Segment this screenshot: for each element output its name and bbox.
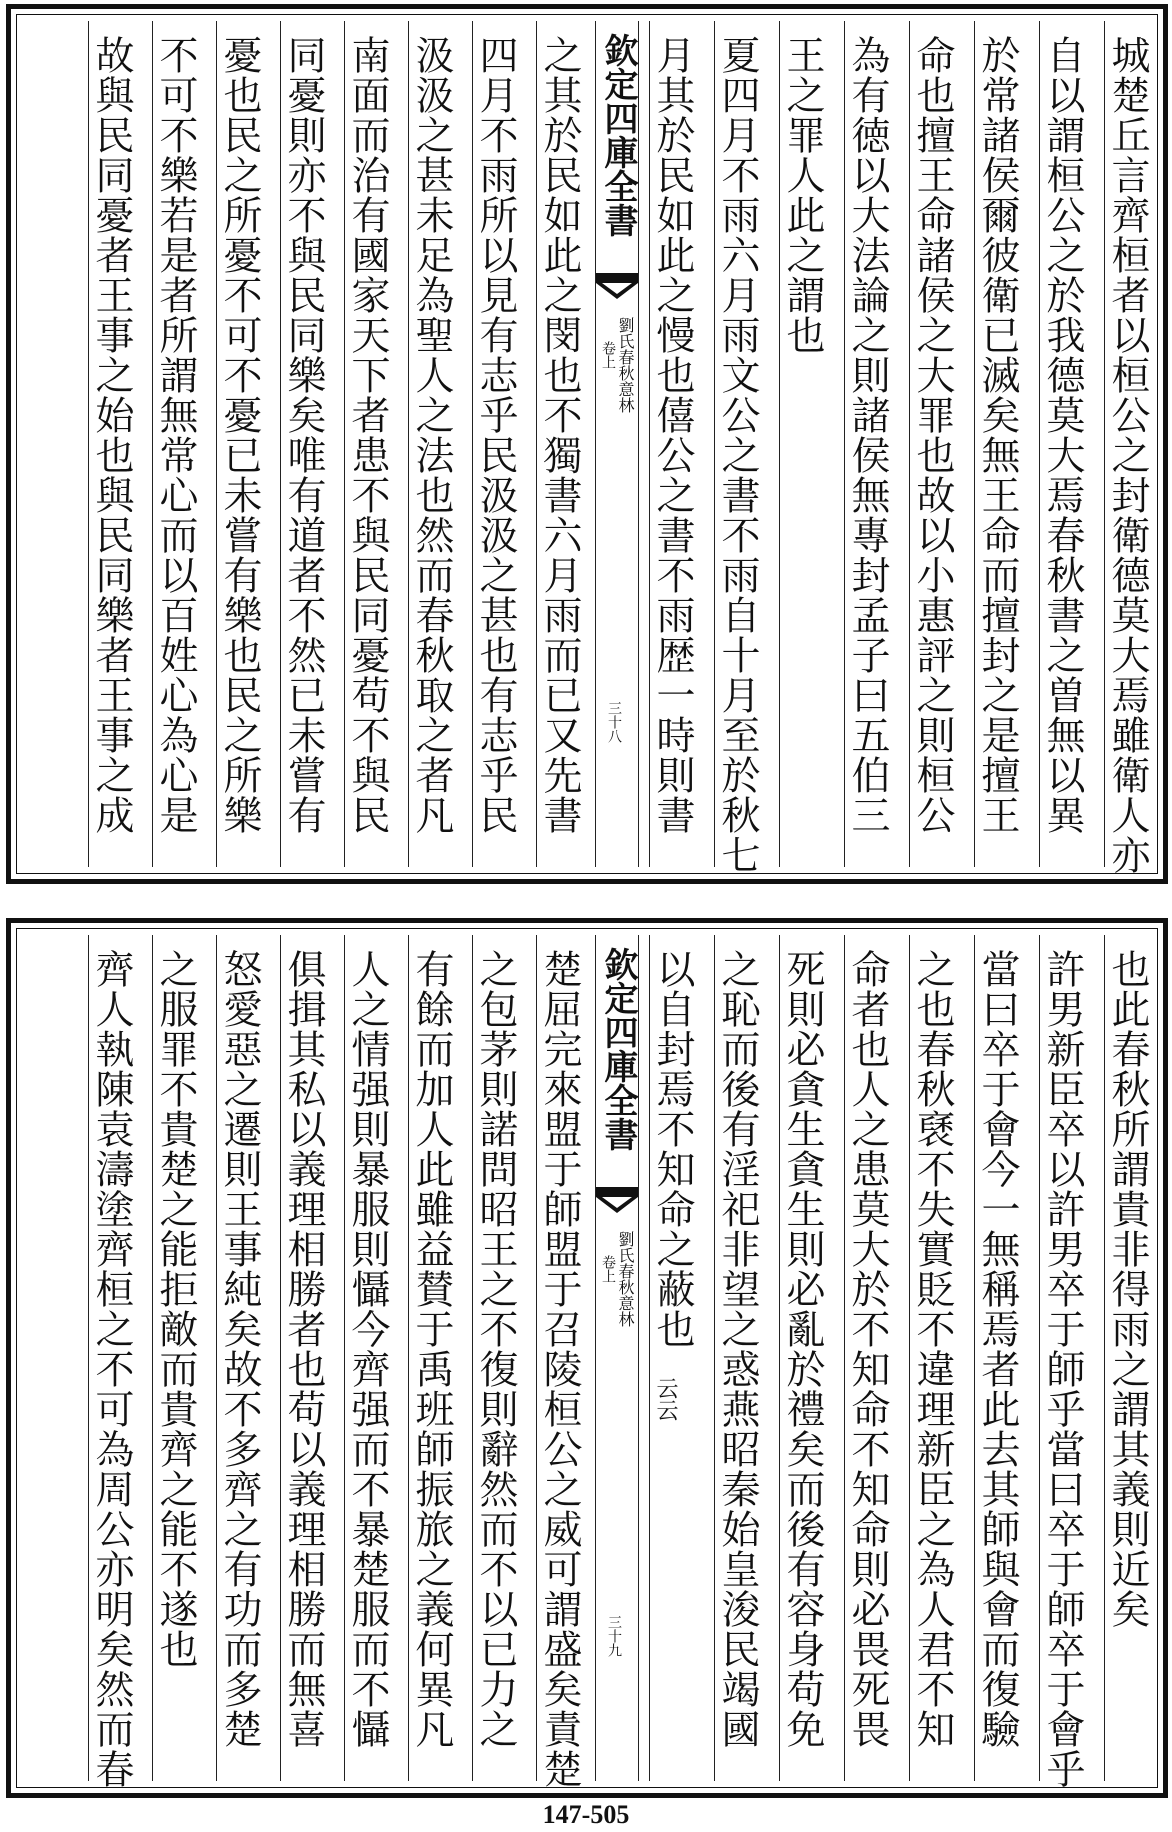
text-column — [152, 21, 199, 867]
text-column — [344, 935, 391, 1781]
column-text: 城楚丘言齊桓者以桓公之封衛德莫大焉雖衛人亦 — [1105, 35, 1150, 875]
text-column — [1104, 21, 1151, 875]
column-text: 同憂則亦不與民同樂矣唯有道者不然已未嘗有 — [281, 35, 326, 835]
text-column — [280, 21, 327, 867]
text-column — [714, 21, 761, 875]
fishtail-mark-icon — [596, 1187, 638, 1215]
column-text: 楚屈完來盟于師盟于召陵桓公之威可謂盛矣責楚 — [537, 949, 582, 1789]
text-column — [216, 21, 263, 867]
text-column — [649, 935, 696, 1781]
column-text: 也此春秋所謂貴非得雨之謂其義則近矣 — [1105, 949, 1150, 1629]
top-page-body — [23, 21, 1151, 875]
fold-title: 欽定四庫全書 — [598, 947, 638, 1151]
small-note: 云云 — [653, 1377, 678, 1421]
fold-volume: 卷上 — [600, 1255, 616, 1283]
column-text: 命也擅王命諸侯之大罪也故以小惠評之則桓公 — [910, 35, 955, 835]
column-text: 之其於民如此之閔也不獨書六月雨而已又先書 — [537, 35, 582, 835]
column-text: 憂也民之所憂不可不憂已未嘗有樂也民之所樂 — [217, 35, 262, 835]
text-column — [344, 21, 391, 867]
column-text: 不可不樂若是者所謂無常心而以百姓心為心是 — [153, 35, 198, 835]
text-column — [152, 935, 199, 1781]
text-column — [974, 21, 1021, 867]
fold-book-title: 劉氏春秋意林 — [616, 1231, 635, 1327]
column-text: 夏四月不雨六月雨文公之書不雨自十月至於秋七 — [715, 35, 760, 875]
column-text: 之服罪不貴楚之能拒敵而貴齊之能不遂也 — [153, 949, 198, 1669]
column-text: 怒愛惡之遷則王事純矣故不多齊之有功而多楚 — [217, 949, 262, 1749]
column-text: 俱揖其私以義理相勝者也苟以義理相勝而無喜 — [281, 949, 326, 1749]
text-column — [216, 935, 263, 1781]
center-fold — [595, 21, 639, 867]
text-column — [779, 21, 826, 867]
column-text: 當曰卒于會今一無稱焉者此去其師與會而復驗 — [975, 949, 1020, 1749]
text-column — [408, 21, 455, 867]
column-text: 命者也人之患莫大於不知命不知命則必畏死畏 — [845, 949, 890, 1749]
column-text: 王之罪人此之謂也 — [780, 35, 825, 355]
column-text: 之恥而後有淫祀非望之惑燕昭秦始皇浚民竭國 — [715, 949, 760, 1749]
fold-title: 欽定四庫全書 — [598, 33, 638, 237]
text-column — [280, 935, 327, 1781]
text-column — [408, 935, 455, 1781]
bottom-page-body — [23, 935, 1151, 1789]
text-column — [1039, 935, 1086, 1789]
fold-page-number: 三十九 — [606, 1615, 622, 1657]
text-column — [714, 935, 761, 1781]
text-column — [1039, 21, 1086, 867]
column-text: 之也春秋褎不失實貶不違理新臣之為人君不知 — [910, 949, 955, 1749]
column-text: 許男新臣卒以許男卒于師乎當曰卒于師卒于會乎 — [1040, 949, 1085, 1789]
top-page — [6, 4, 1168, 884]
text-column — [649, 21, 696, 867]
column-text: 人之情强則暴服則懾今齊强而不暴楚服而不懾 — [345, 949, 390, 1749]
bottom-page — [6, 918, 1168, 1798]
column-text: 齊人執陳袁濤塗齊桓之不可為周公亦明矣然而春 — [89, 949, 134, 1789]
column-text: 有餘而加人此雖益賛于禹班師振旅之義何異凡 — [409, 949, 454, 1749]
center-fold — [595, 935, 639, 1781]
text-column — [1104, 935, 1151, 1781]
text-column — [472, 21, 519, 867]
text-column — [536, 935, 583, 1789]
column-text: 為有徳以大法論之則諸侯無專封孟子曰五伯三 — [845, 35, 890, 835]
fold-volume: 卷上 — [600, 341, 616, 369]
column-text: 汲汲之甚未足為聖人之法也然而春秋取之者凡 — [409, 35, 454, 835]
column-text: 四月不雨所以見有志乎民汲汲之甚也有志乎民 — [473, 35, 518, 835]
text-column — [909, 21, 956, 867]
text-column — [88, 21, 135, 867]
text-column — [88, 935, 135, 1789]
column-text: 故與民同憂者王事之始也與民同樂者王事之成 — [89, 35, 134, 835]
column-text: 於常諸侯爾彼衛已滅矣無王命而擅封之是擅王 — [975, 35, 1020, 835]
fold-book-title: 劉氏春秋意林 — [616, 317, 635, 413]
column-text: 月其於民如此之慢也僖公之書不雨歴一時則書 — [650, 35, 695, 835]
text-column — [844, 935, 891, 1781]
column-text: 自以謂桓公之於我德莫大焉春秋書之曽無以異 — [1040, 35, 1085, 835]
page-footer-number: 147-505 — [542, 1800, 630, 1829]
column-text: 以自封焉不知命之蔽也 — [650, 949, 695, 1349]
text-column — [779, 935, 826, 1781]
column-text: 之包茅則諾問昭王之不復則辭然而不以已力之 — [473, 949, 518, 1749]
column-text: 死則必貪生貪生則必亂於禮矣而後有容身苟免 — [780, 949, 825, 1749]
text-column — [909, 935, 956, 1781]
fold-page-number: 三十八 — [606, 701, 622, 743]
fishtail-mark-icon — [596, 273, 638, 301]
text-column — [974, 935, 1021, 1781]
text-column — [844, 21, 891, 867]
text-column — [536, 21, 583, 867]
text-column — [472, 935, 519, 1781]
column-text: 南面而治有國家天下者患不與民同憂苟不與民 — [345, 35, 390, 835]
